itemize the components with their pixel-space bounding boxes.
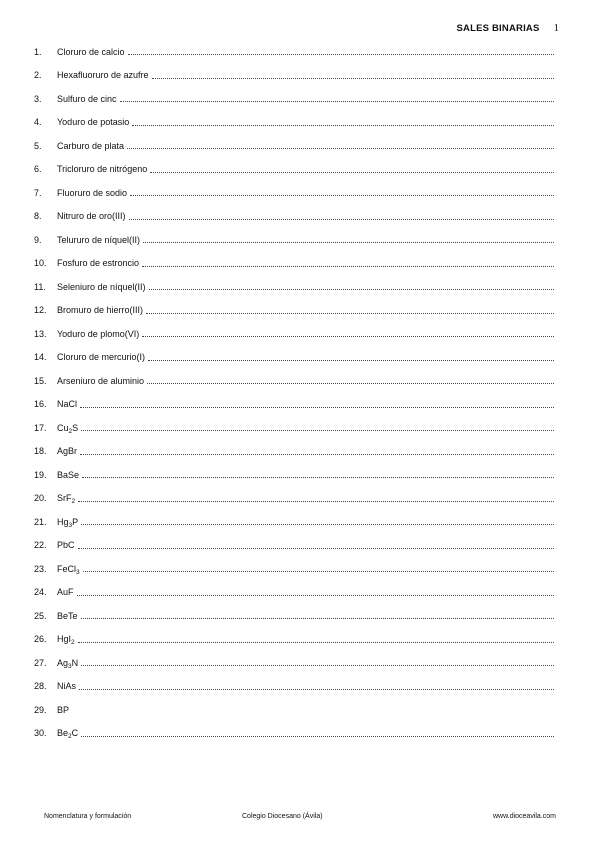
answer-dotted-line[interactable] [127,148,554,149]
exercise-text-part: Be [57,728,69,739]
exercise-text [57,376,144,386]
exercise-number: 12. [34,305,47,316]
answer-dotted-line[interactable] [147,383,554,384]
answer-dotted-line[interactable] [78,642,554,643]
exercise-item [34,581,554,605]
answer-dotted-line[interactable] [146,313,554,314]
exercise-number: 10. [34,258,47,269]
exercise-text [57,634,75,647]
footer-website: www.dioceavila.com [492,813,556,820]
exercise-number: 19. [34,469,47,480]
formula-subscript: 2 [71,498,76,506]
exercise-item [34,698,554,722]
exercise-item [34,463,554,487]
exercise-text [57,446,77,456]
exercise-text-part: AuF [57,587,74,598]
page-title: SALES BINARIAS [456,23,540,34]
footer-school-name: Colegio Diocesano (Ávila) [242,813,323,820]
exercise-item [34,487,554,511]
answer-dotted-line[interactable] [149,289,554,290]
formula-subscript: 3 [76,568,80,576]
exercise-item [34,158,554,182]
exercise-number: 24. [34,587,47,598]
exercise-text-part: Yoduro de potasio [57,117,130,128]
answer-dotted-line[interactable] [120,101,554,102]
exercise-text [57,258,139,268]
page-number: 1 [553,22,559,34]
exercise-text-part: Hexafluoruro de azufre [57,70,149,81]
exercise-text-part: Fosfuro de estroncio [57,258,140,269]
exercise-text-part: AgBr [57,446,78,457]
exercise-text [57,611,78,621]
answer-dotted-line[interactable] [142,336,554,337]
exercise-number: 6. [34,164,42,175]
exercise-text [57,235,140,245]
exercise-item [34,205,554,229]
exercise-text [57,305,143,315]
exercise-number: 2. [34,70,42,81]
formula-subscript: 3 [68,521,73,529]
answer-dotted-line[interactable] [81,736,554,737]
exercise-number: 1. [34,46,42,57]
exercise-item [34,64,554,88]
exercise-number: 5. [34,140,42,151]
exercise-text [57,282,146,292]
answer-dotted-line[interactable] [81,524,554,525]
exercise-number: 28. [34,681,47,692]
exercise-text [57,564,80,574]
exercise-item [34,299,554,323]
exercise-item [34,393,554,417]
exercise-text [57,728,79,741]
exercise-text-part: P [72,516,79,527]
exercise-text [57,47,125,57]
exercise-number: 23. [34,563,47,574]
exercise-text-part: Yoduro de plomo(VI) [57,328,140,339]
exercise-item [34,534,554,558]
exercise-text-part: BaSe [57,469,80,480]
answer-dotted-line[interactable] [78,548,554,549]
answer-dotted-line[interactable] [81,618,554,619]
exercise-text-part: Arseniuro de aluminio [57,375,145,386]
exercise-number: 30. [34,728,47,739]
exercise-text [57,587,74,597]
exercise-item [34,510,554,534]
exercise-text-part: Nitruro de oro(III) [57,211,126,222]
answer-dotted-line[interactable] [78,501,554,502]
exercise-text-part: NiAs [57,681,77,692]
page-header [456,22,559,34]
exercise-text [57,681,76,691]
exercise-item [34,134,554,158]
exercise-text [57,470,79,480]
exercise-number: 21. [34,516,47,527]
exercise-text-part: Telururo de níquel(II) [57,234,141,245]
exercise-item [34,604,554,628]
exercise-number: 7. [34,187,42,198]
exercise-text [57,188,127,198]
exercise-number: 3. [34,93,42,104]
answer-dotted-line[interactable] [80,407,554,408]
exercise-number: 26. [34,634,47,645]
formula-subscript: 2 [68,427,73,435]
exercise-item [34,675,554,699]
answer-dotted-line[interactable] [79,689,554,690]
exercise-text-part: NaCl [57,399,78,410]
exercise-text [57,211,126,221]
exercise-text [57,352,145,362]
answer-dotted-line[interactable] [130,195,554,196]
exercise-text [57,493,76,506]
answer-dotted-line[interactable] [143,242,554,243]
exercise-text [57,94,117,104]
exercise-text-part: PbC [57,540,75,551]
exercise-item [34,275,554,299]
exercise-text [57,329,139,339]
exercise-text-part: BeTe [57,610,78,621]
exercise-text-part: Fluoruro de sodio [57,187,128,198]
exercise-text-part: Cloruro de mercurio(I) [57,352,146,363]
exercise-text-part: Bromuro de hierro(III) [57,305,144,316]
exercise-number: 25. [34,610,47,621]
exercise-number: 15. [34,375,47,386]
exercise-item [34,557,554,581]
exercise-text-part: Seleniuro de níquel(II) [57,281,146,292]
exercise-number: 27. [34,657,47,668]
exercise-text [57,517,78,527]
exercise-text-part: BP [57,704,70,715]
answer-dotted-line[interactable] [148,360,554,361]
exercise-text-part: Tricloruro de nitrógeno [57,164,148,175]
exercise-item [34,87,554,111]
answer-dotted-line[interactable] [77,595,554,596]
exercise-number: 16. [34,399,47,410]
exercise-item [34,322,554,346]
exercise-text-part: Sulfuro de cinc [57,93,117,104]
exercise-text [57,164,147,174]
exercise-number: 17. [34,422,47,433]
exercise-number: 18. [34,446,47,457]
exercise-item [34,628,554,652]
answer-dotted-line[interactable] [128,54,554,55]
exercise-number: 11. [34,281,46,292]
exercise-number: 22. [34,540,47,551]
answer-dotted-line[interactable] [129,219,554,220]
exercise-item [34,440,554,464]
exercise-text-part: FeCl [57,563,77,574]
answer-dotted-line[interactable] [81,665,554,666]
exercise-item [34,416,554,440]
exercise-number: 4. [34,117,42,128]
exercise-item [34,722,554,746]
exercise-number: 9. [34,234,42,245]
exercise-text-part: HgI [57,634,72,645]
exercise-text [57,399,77,409]
formula-subscript: 3 [68,662,72,670]
answer-dotted-line[interactable] [152,78,554,79]
exercise-item [34,111,554,135]
exercise-text-part: Hg [57,516,69,527]
answer-dotted-line[interactable] [150,172,554,173]
answer-dotted-line[interactable] [80,454,554,455]
exercise-text-part: S [72,422,79,433]
exercise-list [34,40,554,745]
exercise-number: 8. [34,211,42,222]
footer-course-name: Nomenclatura y formulación [44,813,132,820]
answer-dotted-line[interactable] [83,571,554,572]
exercise-text-part: C [71,728,79,739]
answer-dotted-line[interactable] [82,477,554,478]
exercise-text [57,117,129,127]
exercise-number: 20. [34,493,47,504]
answer-dotted-line[interactable] [132,125,554,126]
exercise-text [57,141,124,151]
exercise-text [57,540,75,550]
page-footer [44,813,556,825]
exercise-item [34,228,554,252]
answer-dotted-line[interactable] [81,430,554,431]
exercise-text [57,423,78,433]
exercise-number: 14. [34,352,47,363]
formula-subscript: 2 [68,733,72,741]
exercise-number: 13. [34,328,47,339]
exercise-item [34,369,554,393]
exercise-text-part: SrF [57,493,72,504]
exercise-item [34,346,554,370]
formula-subscript: 2 [71,639,75,647]
exercise-text-part: Carburo de plata [57,140,125,151]
exercise-item [34,40,554,64]
exercise-text-part: Cu [57,422,69,433]
answer-dotted-line[interactable] [142,266,554,267]
exercise-text [57,705,69,715]
exercise-item [34,651,554,675]
exercise-text-part: N [71,657,79,668]
exercise-text [57,658,78,668]
exercise-text-part: Ag [57,657,69,668]
exercise-item [34,252,554,276]
exercise-text [57,70,149,80]
exercise-text-part: Cloruro de calcio [57,46,125,57]
exercise-item [34,181,554,205]
exercise-number: 29. [34,704,47,715]
